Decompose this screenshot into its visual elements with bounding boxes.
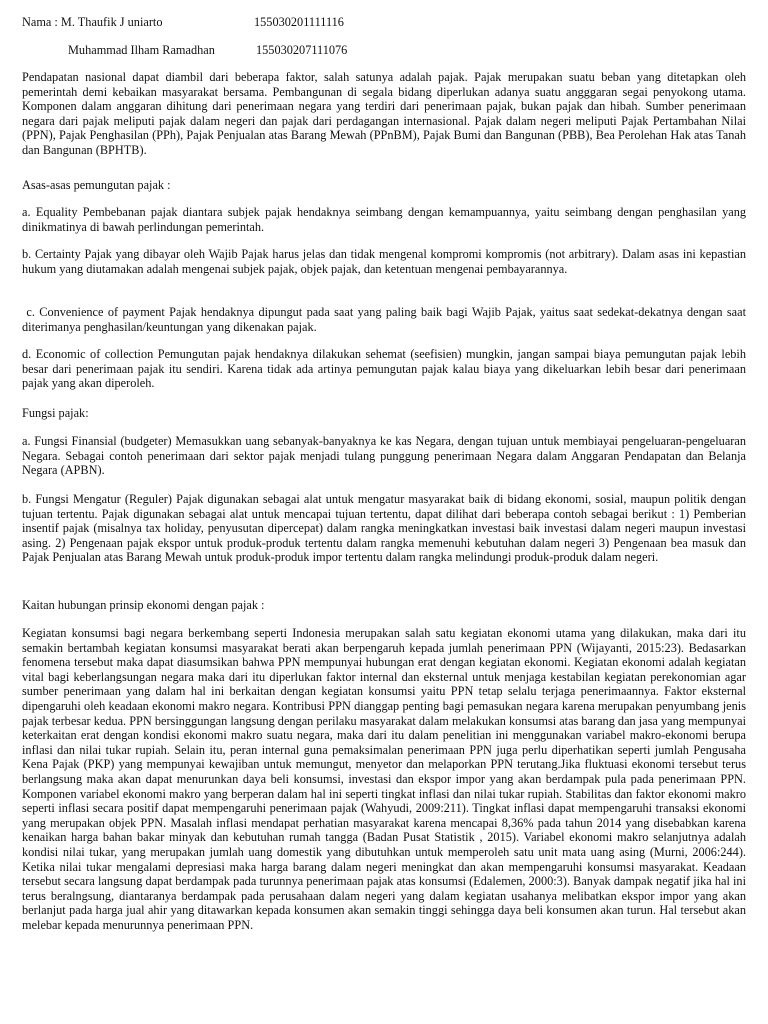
asas-equality: a. Equality Pembebanan pajak diantara subjek pajak hendaknya seimbang dengan kemampuannya, yaitu seimbang dengan penghasilan yang dinikmatinya di bawah perlindungan pemerintah. — [22, 205, 746, 234]
fungsi-mengatur: b. Fungsi Mengatur (Reguler) Pajak digunakan sebagai alat untuk mengatur masyarakat baik di bidang ekonomi, sosial, maupun politik dengan tujuan tertentu. Pajak digunakan sebagai alat untuk mencapai tujuan tertentu, dapat dilihat dari beberapa contoh sebagai berikut : 1) Pemberian insentif pajak (misalnya tax holiday, penyusutan dipercepat) dalam rangka meningkatkan investasi baik investasi dalam negeri maupun investasi asing. 2) Pengenaan pajak ekspor untuk produk-produk tertentu dalam rangka memenuhi kebutuhan dalam negeri 3) Pengenaan bea masuk dan Pajak Penjualan atas Barang Mewah untuk produk-produk impor tertentu dalam rangka melindungi produk-produk dalam negeri. — [22, 492, 746, 565]
fungsi-heading: Fungsi pajak: — [22, 406, 89, 420]
author-name-1: Nama : M. Thaufik J uniarto — [22, 15, 163, 29]
asas-certainty: b. Certainty Pajak yang dibayar oleh Wajib Pajak harus jelas dan tidak mengenal kompromi kompromis (not arbitrary). Dalam asas ini kepastian hukum yang diutamakan adalah mengenai subjek pajak, objek pajak, dan ketentuan mengenai pembayarannya. — [22, 247, 746, 276]
intro-paragraph: Pendapatan nasional dapat diambil dari beberapa faktor, salah satunya adalah pajak. Pajak merupakan suatu beban yang ditetapkan oleh pemerintah demi kebaikan masyarakat bersama. Pembangunan di segala bidang diperlukan adanya suatu angggaran segai penyokong utama. Komponen dalam anggaran dihitung dari penerimaan negara yang terdiri dari penerimaan pajak, bukan pajak dan hibah. Sumber penerimaan negara dari pajak meliputi pajak dalam negeri dan pajak dari perdagangan internasional. Pajak dalam negeri meliputi Pajak Pertambahan Nilai (PPN), Pajak Penghasilan (PPh), Pajak Penjualan atas Barang Mewah (PPnBM), Pajak Bumi dan Bangunan (PBB), Bea Perolehan Hak atas Tanah dan Bangunan (BPHTB). — [22, 70, 746, 157]
asas-economic: d. Economic of collection Pemungutan pajak hendaknya dilakukan sehemat (seefisien) mungkin, jangan sampai biaya pemungutan pajak lebih besar dari penerimaan pajak itu sendiri. Karena tidak ada artinya pemungutan pajak kalau biaya yang dikeluarkan lebih besar dari penerimaan pajak yang akan diperoleh. — [22, 347, 746, 391]
fungsi-finansial: a. Fungsi Finansial (budgeter) Memasukkan uang sebanyak-banyaknya ke kas Negara, dengan tujuan untuk membiayai pengeluaran-pengeluaran Negara. Sebagai contoh penerimaan dari sektor pajak menjadi tulang punggung penerimaan Negara dalam Anggaran Pendapatan dan Belanja Negara (APBN). — [22, 434, 746, 478]
asas-heading: Asas-asas pemungutan pajak : — [22, 178, 171, 192]
kaitan-heading: Kaitan hubungan prinsip ekonomi dengan pajak : — [22, 598, 265, 612]
kaitan-paragraph: Kegiatan konsumsi bagi negara berkembang seperti Indonesia merupakan salah satu kegiatan ekonomi utama yang dilakukan, maka dari itu semakin bertambah kegiatan konsumsi masyarakat berati akan berpengaruh kepada jumlah penerimaan PPN (Wijayanti, 2015:23). Bedasarkan fenomena tersebut maka dapat diasumsikan bahwa PPN mempunyai hubungan erat dengan kegiatan ekonomi. Kegiatan ekonomi adalah kegiatan vital bagi keberlangsungan negara maka dari itu diperlukan faktor internal dan eksternal untuk menjaga kestabilan kegiatan perekonomian agar sumber penerimaan yang dalam hal ini berkaitan dengan kegiatan konsumsi yaitu PPN tetap selalu terjaga penerimaannya. Faktor eksternal dipengaruhi oleh keadaan ekonomi makro negara. Kontribusi PPN dianggap penting bagi pemasukan negara karena merupakan penyumbang jenis pajak terbesar kedua. PPN bersinggungan langsung dengan perilaku masyarakat dalam melakukan konsumsi atas barang dan jasa yang mempunyai keterkaitan erat dengan kondisi ekonomi makro suatu negara, maka dari itu dalam penelitian ini menggunakan variabel makro-ekonomi berupa inflasi dan nilai tukar rupiah. Selain itu, peran internal guna pemaksimalan penerimaan PPN juga perlu diperhatikan seperti jumlah Pengusaha Kena Pajak (PKP) yang mempunyai kewajiban untuk memungut, menyetor dan melaporkan PPN terutang.Jika fluktuasi ekonomi tersebut terus berlangsung maka akan dapat menurunkan daya beli konsumsi, investasi dan ekspor impor yang akan berdampak pula pada penerimaan PPN. Komponen variabel ekonomi makro yang berperan dalam hal ini seperti tingkat inflasi dan nilai tukar rupiah. Stabilitas dan faktor ekonomi makro seperti inflasi secara positif dapat mempengaruhi penerimaan pajak (Wahyudi, 2009:211). Tingkat inflasi dapat mempengaruhi transaksi ekonomi yang merupakan objek PPN. Masalah inflasi mendapat perhatian masyarakat karena mencapai 8,36% pada tahun 2014 yang disebabkan karena kenaikan harga bahan bakar minyak dan kebutuhan rumah tangga (Badan Pusat Statistik , 2015). Variabel ekonomi makro selanjutnya adalah kondisi nilai tukar, yang merupakan jumlah uang domestik yang dibutuhkan untuk memperoleh satu unit mata uang asing (Murni, 2006:244). Ketika nilai tukar mengalami depresiasi maka harga barang dalam negeri meningkat dan akan mempengaruhi konsumsi masyarakat. Keadaan tersebut secara langsung dapat berdampak pada turunnya penerimaan pajak atas konsumsi (Edalemen, 2000:3). Banyak dampak negatif jika hal ini terus beralngsung, diantaranya berdampak pada perusahaan dalam negeri yang dalam kegiatan usahanya melibatkan ekspor impor yang akan berlanjut pada harga jual ahir yang ditawarkan kepada konsumen akan semakin tinggi sehingga daya beli konsumen akan turun. Hal tersebut akan melebar kepada menurunnya penerimaan PPN. — [22, 626, 746, 932]
author-name-2: Muhammad Ilham Ramadhan — [68, 43, 215, 57]
author-nim-2: 155030207111076 — [256, 43, 348, 57]
asas-convenience: c. Convenience of payment Pajak hendaknya dipungut pada saat yang paling baik bagi Wajib Pajak, yaitus saat sedekat-dekatnya dengan saat diterimanya penghasilan/keuntungan yang dikenakan pajak. — [22, 305, 750, 334]
author-nim-1: 155030201111116 — [254, 15, 344, 29]
